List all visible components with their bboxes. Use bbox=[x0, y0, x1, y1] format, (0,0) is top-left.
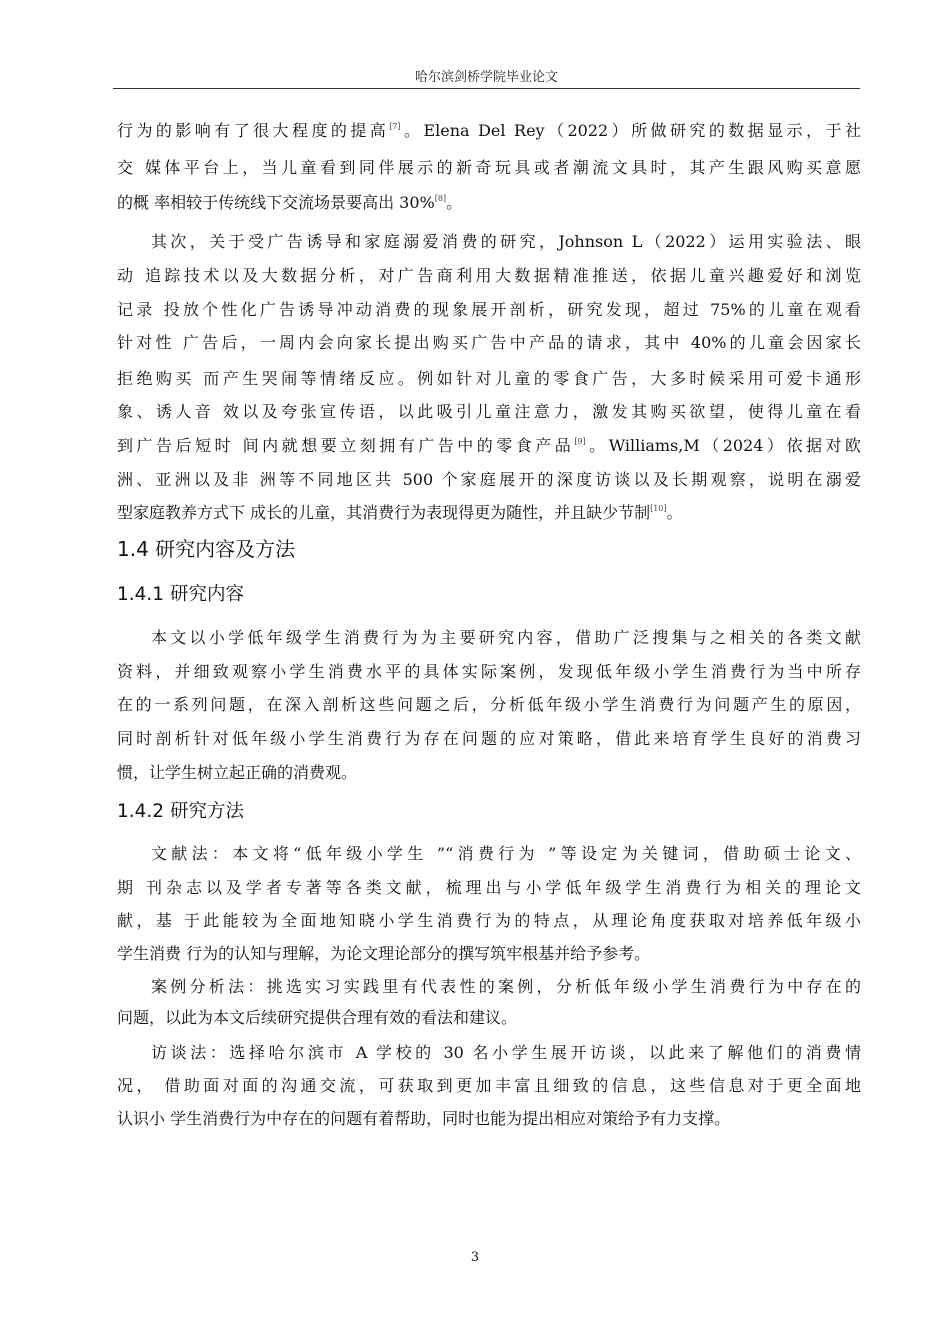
header-divider bbox=[113, 88, 860, 89]
para3-line-2: 资料，并细致观察小学生消费水平的具体实际案例，发现低年级小学生消费行为当中所存 bbox=[117, 662, 861, 681]
para3-line-3: 在的一系列问题，在深入剖析这些问题之后，分析低年级小学生消费行为问题产生的原因， bbox=[117, 695, 861, 714]
citation: [9] bbox=[574, 437, 586, 446]
para2-line-9: 型家庭教养方式下 成长的儿童，其消费行为表现得更为随性，并且缺少节制[10]。 bbox=[117, 503, 683, 522]
para6-line-3: 认识小 学生消费行为中存在的问题有着帮助，同时也能为提出相应对策给予有力支撑。 bbox=[117, 1109, 731, 1128]
para2-line-8: 洲、亚洲以及非 洲等不同地区共 500 个家庭展开的深度访谈以及长期观察，说明在溺爱 bbox=[117, 470, 861, 489]
para1-line-1: 行为的影响有了很大程度的提高[7]。Elena Del Rey（2022）所做研究的数据显示，于社 bbox=[117, 121, 861, 140]
subsection-heading-1-4-2: 1.4.2 研究方法 bbox=[117, 801, 244, 822]
citation: [10] bbox=[650, 504, 667, 513]
page-number: 3 bbox=[470, 1250, 480, 1265]
para4-line-2: 期 刊杂志以及学者专著等各类文献，梳理出与小学低年级学生消费行为相关的理论文 bbox=[117, 878, 861, 897]
section-heading-1-4: 1.4 研究内容及方法 bbox=[117, 537, 296, 561]
para2-line-3: 记录 投放个性化广告诱导冲动消费的现象展开剖析，研究发现，超过 75%的儿童在观看 bbox=[117, 300, 861, 319]
para2-line-1: 其次，关于受广告诱导和家庭溺爱消费的研究，Johnson L（2022）运用实验法、眼 bbox=[151, 232, 861, 251]
para4-line-1: 文献法：本文将“低年级小学生 ”“消费行为 ”等设定为关键词，借助硕士论文、 bbox=[151, 844, 861, 863]
para2-line-4: 针对性 广告后，一周内会向家长提出购买广告中产品的请求，其中 40%的儿童会因家长 bbox=[117, 333, 861, 352]
para1-line-2: 交 媒体平台上，当儿童看到同伴展示的新奇玩具或者潮流文具时，其产生跟风购买意愿 bbox=[117, 158, 861, 177]
para4-line-4: 学生消费 行为的认知与理解，为论文理论部分的撰写筑牢根基并给予参考。 bbox=[117, 944, 651, 963]
para2-line-2: 动 追踪技术以及大数据分析，对广告商利用大数据精准推送，依据儿童兴趣爱好和浏览 bbox=[117, 266, 861, 285]
para5-line-2: 问题，以此为本文后续研究提供合理有效的看法和建议。 bbox=[117, 1008, 518, 1027]
para4-line-3: 献，基 于此能较为全面地知晓小学生消费行为的特点，从理论角度获取对培养低年级小 bbox=[117, 911, 861, 930]
para2-line-5: 拒绝购买 而产生哭闹等情绪反应。例如针对儿童的零食广告，大多时候采用可爱卡通形 bbox=[117, 369, 861, 388]
para6-line-2: 况， 借助面对面的沟通交流，可获取到更加丰富且细致的信息，这些信息对于更全面地 bbox=[117, 1076, 861, 1095]
para3-line-1: 本文以小学低年级学生消费行为为主要研究内容，借助广泛搜集与之相关的各类文献 bbox=[151, 628, 861, 647]
para5-line-1: 案例分析法：挑选实习实践里有代表性的案例，分析低年级小学生消费行为中存在的 bbox=[151, 977, 861, 996]
citation: [7] bbox=[389, 122, 401, 131]
para3-line-5: 惯，让学生树立起正确的消费观。 bbox=[117, 763, 358, 782]
para2-line-6: 象、诱人音 效以及夸张宣传语，以此吸引儿童注意力，激发其购买欲望，使得儿童在看 bbox=[117, 402, 861, 421]
para1-line-3: 的概 率相较于传统线下交流场景要高出 30%[8]。 bbox=[117, 193, 463, 212]
para2-line-7: 到广告后短时 间内就想要立刻拥有广告中的零食产品[9]。Williams,M（2024）依据对欧 bbox=[117, 436, 861, 455]
running-header: 哈尔滨剑桥学院毕业论文 bbox=[414, 70, 558, 85]
subsection-heading-1-4-1: 1.4.1 研究内容 bbox=[117, 584, 244, 605]
para6-line-1: 访谈法：选择哈尔滨市 A 学校的 30 名小学生展开访谈，以此来了解他们的消费情 bbox=[151, 1043, 861, 1062]
para3-line-4: 同时剖析针对低年级小学生消费行为存在问题的应对策略，借此来培育学生良好的消费习 bbox=[117, 729, 861, 748]
citation: [8] bbox=[434, 194, 447, 203]
